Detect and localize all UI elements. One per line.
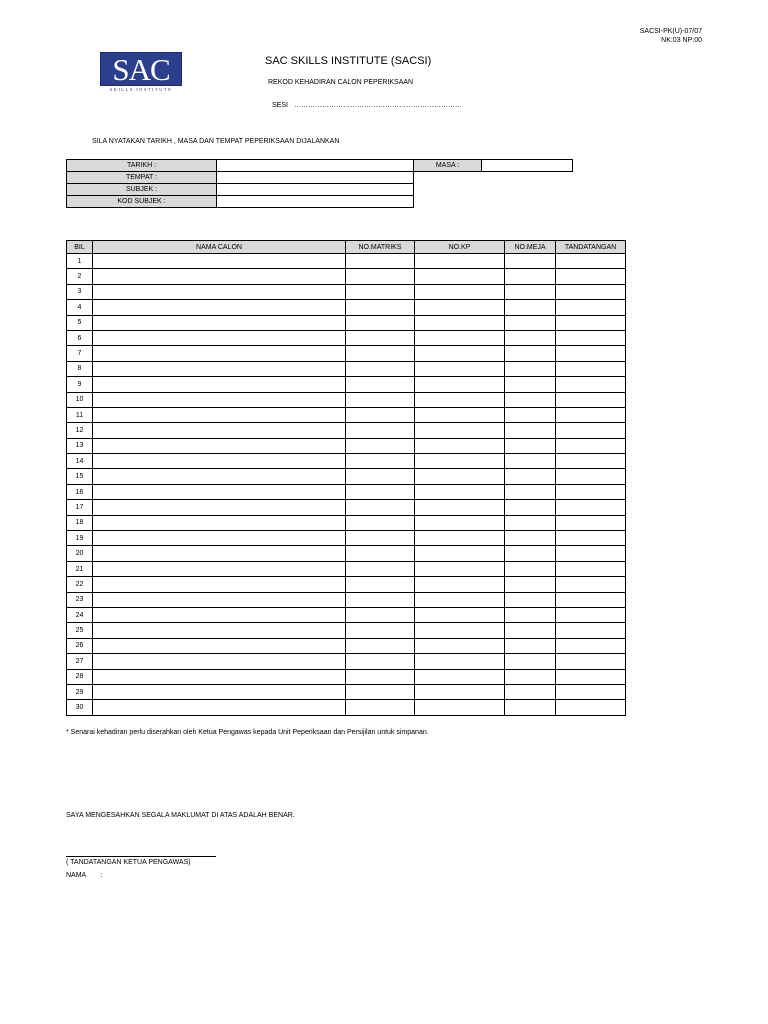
sac-logo bbox=[100, 52, 182, 92]
no-kp-cell[interactable] bbox=[415, 700, 505, 715]
no-kp-cell[interactable] bbox=[415, 484, 505, 499]
info-row-tarikh bbox=[67, 160, 573, 172]
no-meja-cell[interactable] bbox=[505, 454, 556, 469]
no-meja-cell[interactable] bbox=[505, 330, 556, 345]
no-meja-cell[interactable] bbox=[505, 469, 556, 484]
no-meja-cell[interactable] bbox=[505, 500, 556, 515]
no-matriks-cell[interactable] bbox=[346, 607, 415, 622]
no-matriks-cell[interactable] bbox=[346, 638, 415, 653]
no-kp-cell[interactable] bbox=[415, 607, 505, 622]
table-row bbox=[67, 531, 626, 546]
tandatangan-cell[interactable] bbox=[556, 346, 626, 361]
attendance-body bbox=[67, 254, 626, 716]
no-meja-cell[interactable] bbox=[505, 577, 556, 592]
kod-subjek-field[interactable] bbox=[217, 196, 414, 208]
nama-calon-cell[interactable] bbox=[93, 561, 346, 576]
sesi-field bbox=[272, 101, 462, 110]
attendance-table bbox=[66, 240, 626, 716]
nama-calon-cell[interactable] bbox=[93, 423, 346, 438]
row-number: 12 bbox=[67, 423, 93, 438]
logo-text: SAC bbox=[112, 51, 170, 87]
row-number: 30 bbox=[67, 700, 93, 715]
row-number: 15 bbox=[67, 469, 93, 484]
no-meja-cell[interactable] bbox=[505, 700, 556, 715]
nama-calon-cell[interactable] bbox=[93, 254, 346, 269]
signature-caption: ( TANDATANGAN KETUA PENGAWAS) bbox=[66, 859, 191, 866]
no-kp-cell[interactable] bbox=[415, 315, 505, 330]
tandatangan-cell[interactable] bbox=[556, 515, 626, 530]
no-meja-cell[interactable] bbox=[505, 407, 556, 422]
no-kp-cell[interactable] bbox=[415, 407, 505, 422]
no-kp-cell[interactable] bbox=[415, 469, 505, 484]
confirmation-statement: SAYA MENGESAHKAN SEGALA MAKLUMAT DI ATAS ADALAH BENAR. bbox=[66, 812, 295, 819]
no-kp-cell[interactable] bbox=[415, 284, 505, 299]
table-row bbox=[67, 669, 626, 684]
row-number: 10 bbox=[67, 392, 93, 407]
tarikh-label: TARIKH : bbox=[67, 160, 217, 172]
no-kp-cell[interactable] bbox=[415, 515, 505, 530]
no-meja-cell[interactable] bbox=[505, 484, 556, 499]
no-matriks-cell[interactable] bbox=[346, 592, 415, 607]
no-kp-cell[interactable] bbox=[415, 561, 505, 576]
tandatangan-cell[interactable] bbox=[556, 607, 626, 622]
tandatangan-cell[interactable] bbox=[556, 392, 626, 407]
no-matriks-cell[interactable] bbox=[346, 377, 415, 392]
nama-field bbox=[66, 871, 102, 880]
no-meja-cell[interactable] bbox=[505, 684, 556, 699]
revision-code: NK:03 NP:00 bbox=[661, 37, 702, 44]
tandatangan-cell[interactable] bbox=[556, 531, 626, 546]
no-kp-cell[interactable] bbox=[415, 592, 505, 607]
nama-calon-cell[interactable] bbox=[93, 669, 346, 684]
no-kp-cell[interactable] bbox=[415, 500, 505, 515]
no-meja-cell[interactable] bbox=[505, 392, 556, 407]
form-subtitle: REKOD KEHADIRAN CALON PEPERIKSAAN bbox=[268, 79, 414, 86]
no-meja-cell[interactable] bbox=[505, 531, 556, 546]
no-matriks-cell[interactable] bbox=[346, 269, 415, 284]
no-kp-cell[interactable] bbox=[415, 454, 505, 469]
nama-calon-cell[interactable] bbox=[93, 638, 346, 653]
instruction-text: SILA NYATAKAN TARIKH , MASA DAN TEMPAT PEPERIKSAAN DIJALANKAN bbox=[92, 138, 340, 145]
tandatangan-cell[interactable] bbox=[556, 330, 626, 345]
nama-calon-cell[interactable] bbox=[93, 607, 346, 622]
no-meja-cell[interactable] bbox=[505, 654, 556, 669]
header-no-kp: NO.KP bbox=[415, 241, 505, 254]
sesi-dotted-line: ……………………………………………………………… bbox=[293, 102, 462, 109]
table-row bbox=[67, 515, 626, 530]
row-number: 9 bbox=[67, 377, 93, 392]
row-number: 25 bbox=[67, 623, 93, 638]
header-no-meja: NO.MEJA bbox=[505, 241, 556, 254]
row-number: 7 bbox=[67, 346, 93, 361]
no-kp-cell[interactable] bbox=[415, 269, 505, 284]
tandatangan-cell[interactable] bbox=[556, 284, 626, 299]
no-kp-cell[interactable] bbox=[415, 300, 505, 315]
table-row bbox=[67, 654, 626, 669]
nama-calon-cell[interactable] bbox=[93, 361, 346, 376]
no-matriks-cell[interactable] bbox=[346, 254, 415, 269]
row-number: 3 bbox=[67, 284, 93, 299]
table-row bbox=[67, 330, 626, 345]
tandatangan-cell[interactable] bbox=[556, 561, 626, 576]
no-kp-cell[interactable] bbox=[415, 377, 505, 392]
nama-calon-cell[interactable] bbox=[93, 684, 346, 699]
nama-calon-cell[interactable] bbox=[93, 654, 346, 669]
nama-calon-cell[interactable] bbox=[93, 531, 346, 546]
nama-colon: : bbox=[100, 872, 103, 879]
row-number: 16 bbox=[67, 484, 93, 499]
no-kp-cell[interactable] bbox=[415, 546, 505, 561]
no-meja-cell[interactable] bbox=[505, 607, 556, 622]
nama-calon-cell[interactable] bbox=[93, 515, 346, 530]
tandatangan-cell[interactable] bbox=[556, 484, 626, 499]
kod-subjek-label: KOD SUBJEK : bbox=[67, 196, 217, 208]
no-matriks-cell[interactable] bbox=[346, 423, 415, 438]
nama-calon-cell[interactable] bbox=[93, 315, 346, 330]
no-kp-cell[interactable] bbox=[415, 361, 505, 376]
no-matriks-cell[interactable] bbox=[346, 515, 415, 530]
tandatangan-cell[interactable] bbox=[556, 407, 626, 422]
row-number: 26 bbox=[67, 638, 93, 653]
info-row-tempat bbox=[67, 172, 573, 184]
tandatangan-cell[interactable] bbox=[556, 623, 626, 638]
table-row bbox=[67, 346, 626, 361]
no-kp-cell[interactable] bbox=[415, 684, 505, 699]
logo-box bbox=[100, 52, 182, 86]
no-matriks-cell[interactable] bbox=[346, 669, 415, 684]
no-meja-cell[interactable] bbox=[505, 669, 556, 684]
no-kp-cell[interactable] bbox=[415, 254, 505, 269]
table-row bbox=[67, 638, 626, 653]
no-kp-cell[interactable] bbox=[415, 577, 505, 592]
table-row bbox=[67, 438, 626, 453]
no-matriks-cell[interactable] bbox=[346, 500, 415, 515]
no-meja-cell[interactable] bbox=[505, 592, 556, 607]
tempat-label: TEMPAT : bbox=[67, 172, 217, 184]
nama-calon-cell[interactable] bbox=[93, 454, 346, 469]
row-number: 2 bbox=[67, 269, 93, 284]
table-row bbox=[67, 577, 626, 592]
no-meja-cell[interactable] bbox=[505, 269, 556, 284]
nama-calon-cell[interactable] bbox=[93, 592, 346, 607]
nama-calon-cell[interactable] bbox=[93, 284, 346, 299]
nama-label: NAMA bbox=[66, 872, 87, 879]
header-tandatangan: TANDATANGAN bbox=[556, 241, 626, 254]
table-row bbox=[67, 300, 626, 315]
nama-calon-cell[interactable] bbox=[93, 300, 346, 315]
no-meja-cell[interactable] bbox=[505, 438, 556, 453]
tempat-field[interactable] bbox=[217, 172, 414, 184]
no-meja-cell[interactable] bbox=[505, 638, 556, 653]
no-meja-cell[interactable] bbox=[505, 254, 556, 269]
logo-subtext: SKILLS INSTITUTE bbox=[109, 87, 173, 92]
info-row-subjek bbox=[67, 184, 573, 196]
nama-calon-cell[interactable] bbox=[93, 346, 346, 361]
tandatangan-cell[interactable] bbox=[556, 300, 626, 315]
header-bil: BIL bbox=[67, 241, 93, 254]
document-reference bbox=[640, 27, 702, 45]
table-row bbox=[67, 700, 626, 715]
no-meja-cell[interactable] bbox=[505, 315, 556, 330]
institute-title: SAC SKILLS INSTITUTE (SACSI) bbox=[265, 55, 432, 67]
sesi-label: SESI bbox=[272, 102, 288, 109]
row-number: 17 bbox=[67, 500, 93, 515]
row-number: 4 bbox=[67, 300, 93, 315]
no-matriks-cell[interactable] bbox=[346, 684, 415, 699]
nama-calon-cell[interactable] bbox=[93, 469, 346, 484]
row-number: 23 bbox=[67, 592, 93, 607]
tandatangan-cell[interactable] bbox=[556, 500, 626, 515]
row-number: 6 bbox=[67, 330, 93, 345]
row-number: 14 bbox=[67, 454, 93, 469]
tandatangan-cell[interactable] bbox=[556, 315, 626, 330]
table-row bbox=[67, 546, 626, 561]
no-matriks-cell[interactable] bbox=[346, 438, 415, 453]
no-meja-cell[interactable] bbox=[505, 300, 556, 315]
table-row bbox=[67, 500, 626, 515]
tandatangan-cell[interactable] bbox=[556, 669, 626, 684]
table-row bbox=[67, 592, 626, 607]
table-row bbox=[67, 361, 626, 376]
nama-calon-cell[interactable] bbox=[93, 269, 346, 284]
no-matriks-cell[interactable] bbox=[346, 454, 415, 469]
table-row bbox=[67, 484, 626, 499]
table-row bbox=[67, 454, 626, 469]
exam-info-table bbox=[66, 159, 573, 208]
nama-calon-cell[interactable] bbox=[93, 700, 346, 715]
tandatangan-cell[interactable] bbox=[556, 454, 626, 469]
tandatangan-cell[interactable] bbox=[556, 592, 626, 607]
nama-calon-cell[interactable] bbox=[93, 623, 346, 638]
nama-calon-cell[interactable] bbox=[93, 546, 346, 561]
tandatangan-cell[interactable] bbox=[556, 377, 626, 392]
no-kp-cell[interactable] bbox=[415, 330, 505, 345]
no-matriks-cell[interactable] bbox=[346, 392, 415, 407]
no-kp-cell[interactable] bbox=[415, 623, 505, 638]
nama-calon-cell[interactable] bbox=[93, 330, 346, 345]
no-matriks-cell[interactable] bbox=[346, 300, 415, 315]
no-meja-cell[interactable] bbox=[505, 423, 556, 438]
no-meja-cell[interactable] bbox=[505, 346, 556, 361]
tandatangan-cell[interactable] bbox=[556, 684, 626, 699]
table-row bbox=[67, 423, 626, 438]
masa-field[interactable] bbox=[482, 160, 573, 172]
no-matriks-cell[interactable] bbox=[346, 284, 415, 299]
no-matriks-cell[interactable] bbox=[346, 361, 415, 376]
tandatangan-cell[interactable] bbox=[556, 546, 626, 561]
masa-label: MASA : bbox=[414, 160, 482, 172]
tandatangan-cell[interactable] bbox=[556, 438, 626, 453]
table-row bbox=[67, 623, 626, 638]
nama-calon-cell[interactable] bbox=[93, 500, 346, 515]
no-matriks-cell[interactable] bbox=[346, 469, 415, 484]
header-nama-calon: NAMA CALON bbox=[93, 241, 346, 254]
tandatangan-cell[interactable] bbox=[556, 469, 626, 484]
row-number: 8 bbox=[67, 361, 93, 376]
table-row bbox=[67, 284, 626, 299]
tandatangan-cell[interactable] bbox=[556, 254, 626, 269]
tandatangan-cell[interactable] bbox=[556, 654, 626, 669]
row-number: 18 bbox=[67, 515, 93, 530]
no-meja-cell[interactable] bbox=[505, 623, 556, 638]
no-matriks-cell[interactable] bbox=[346, 623, 415, 638]
tandatangan-cell[interactable] bbox=[556, 700, 626, 715]
tandatangan-cell[interactable] bbox=[556, 638, 626, 653]
nama-calon-cell[interactable] bbox=[93, 407, 346, 422]
row-number: 21 bbox=[67, 561, 93, 576]
table-row bbox=[67, 684, 626, 699]
nama-calon-cell[interactable] bbox=[93, 438, 346, 453]
subjek-field[interactable] bbox=[217, 184, 414, 196]
table-row bbox=[67, 407, 626, 422]
no-meja-cell[interactable] bbox=[505, 377, 556, 392]
tarikh-field[interactable] bbox=[217, 160, 414, 172]
row-number: 11 bbox=[67, 407, 93, 422]
no-matriks-cell[interactable] bbox=[346, 561, 415, 576]
attendance-header-row bbox=[67, 241, 626, 254]
no-kp-cell[interactable] bbox=[415, 669, 505, 684]
no-matriks-cell[interactable] bbox=[346, 531, 415, 546]
tandatangan-cell[interactable] bbox=[556, 269, 626, 284]
tandatangan-cell[interactable] bbox=[556, 361, 626, 376]
table-row bbox=[67, 269, 626, 284]
row-number: 27 bbox=[67, 654, 93, 669]
nama-calon-cell[interactable] bbox=[93, 484, 346, 499]
info-row-kod-subjek bbox=[67, 196, 573, 208]
row-number: 24 bbox=[67, 607, 93, 622]
header-no-matriks: NO.MATRIKS bbox=[346, 241, 415, 254]
no-meja-cell[interactable] bbox=[505, 284, 556, 299]
table-row bbox=[67, 392, 626, 407]
no-kp-cell[interactable] bbox=[415, 438, 505, 453]
no-matriks-cell[interactable] bbox=[346, 315, 415, 330]
no-matriks-cell[interactable] bbox=[346, 577, 415, 592]
no-matriks-cell[interactable] bbox=[346, 407, 415, 422]
row-number: 20 bbox=[67, 546, 93, 561]
no-meja-cell[interactable] bbox=[505, 561, 556, 576]
no-matriks-cell[interactable] bbox=[346, 700, 415, 715]
row-number: 29 bbox=[67, 684, 93, 699]
no-kp-cell[interactable] bbox=[415, 346, 505, 361]
tandatangan-cell[interactable] bbox=[556, 577, 626, 592]
reference-code: SACSI-PK(U)-07/07 bbox=[639, 28, 702, 35]
subjek-label: SUBJEK : bbox=[67, 184, 217, 196]
signature-line[interactable] bbox=[66, 856, 216, 857]
row-number: 1 bbox=[67, 254, 93, 269]
table-row bbox=[67, 607, 626, 622]
no-matriks-cell[interactable] bbox=[346, 330, 415, 345]
table-row bbox=[67, 561, 626, 576]
table-row bbox=[67, 469, 626, 484]
no-matriks-cell[interactable] bbox=[346, 484, 415, 499]
row-number: 19 bbox=[67, 531, 93, 546]
no-matriks-cell[interactable] bbox=[346, 346, 415, 361]
no-kp-cell[interactable] bbox=[415, 638, 505, 653]
no-kp-cell[interactable] bbox=[415, 423, 505, 438]
row-number: 5 bbox=[67, 315, 93, 330]
nama-calon-cell[interactable] bbox=[93, 377, 346, 392]
row-number: 28 bbox=[67, 669, 93, 684]
no-matriks-cell[interactable] bbox=[346, 654, 415, 669]
row-number: 13 bbox=[67, 438, 93, 453]
nama-calon-cell[interactable] bbox=[93, 577, 346, 592]
table-row bbox=[67, 254, 626, 269]
no-meja-cell[interactable] bbox=[505, 546, 556, 561]
nama-calon-cell[interactable] bbox=[93, 392, 346, 407]
no-meja-cell[interactable] bbox=[505, 515, 556, 530]
submission-note: * Senarai kehadiran perlu diserahkan oleh Ketua Pengawas kepada Unit Peperiksaan dan Persijilan untuk simpanan. bbox=[66, 729, 429, 736]
table-row bbox=[67, 315, 626, 330]
table-row bbox=[67, 377, 626, 392]
no-kp-cell[interactable] bbox=[415, 531, 505, 546]
no-matriks-cell[interactable] bbox=[346, 546, 415, 561]
no-kp-cell[interactable] bbox=[415, 392, 505, 407]
tandatangan-cell[interactable] bbox=[556, 423, 626, 438]
row-number: 22 bbox=[67, 577, 93, 592]
no-kp-cell[interactable] bbox=[415, 654, 505, 669]
no-meja-cell[interactable] bbox=[505, 361, 556, 376]
